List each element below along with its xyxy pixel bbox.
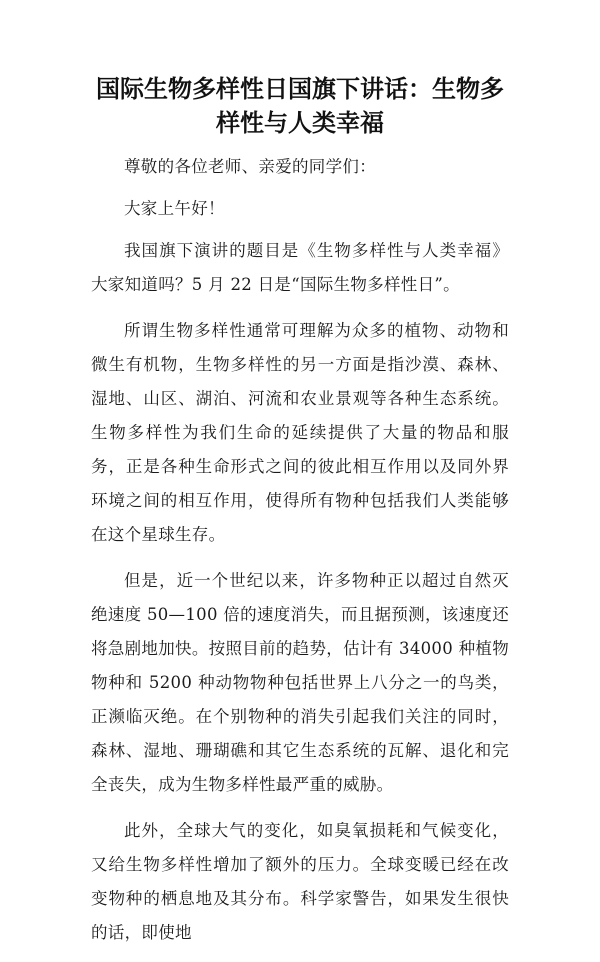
paragraph-extinction: 但是，近一个世纪以来，许多物种正以超过自然灭绝速度 50—100 倍的速度消失，而且据预测，该速度还将急剧地加快。按照目前的趋势，估计有 34000 种植物物种和 5200 种动物物种包括世界上八分之一的鸟类，正濒临灭绝。在个别物种的消失引起我们关注的同时，森林、湿地、珊瑚礁和其它生态系统的瓦解、退化和完全丧失，成为生物多样性最严重的威胁。 bbox=[91, 571, 509, 794]
document-title: 国际生物多样性日国旗下讲话：生物多样性与人类幸福 bbox=[96, 74, 504, 137]
paragraph-definition: 所谓生物多样性通常可理解为众多的植物、动物和微生有机物，生物多样性的另一方面是指沙漠、森林、湿地、山区、湖泊、河流和农业景观等各种生态系统。生物多样性为我们生命的延续提供了大量的物品和服务，正是各种生命形式之间的彼此相互作用以及同外界环境之间的相互作用，使得所有物种包括我们人类能够在这个星球生存。 bbox=[91, 321, 509, 544]
paragraph-intro: 我国旗下演讲的题目是《生物多样性与人类幸福》大家知道吗？5 月 22 日是“国际生物多样性日”。 bbox=[91, 241, 509, 294]
greeting: 大家上午好！ bbox=[124, 199, 225, 218]
document-body bbox=[91, 150, 509, 950]
document-page bbox=[91, 72, 509, 962]
salutation: 尊敬的各位老师、亲爱的同学们： bbox=[124, 157, 376, 176]
paragraph-climate: 此外，全球大气的变化，如臭氧损耗和气候变化，又给生物多样性增加了额外的压力。全球变暖已经在改变物种的栖息地及其分布。科学家警告，如果发生很快的话，即使地 bbox=[91, 821, 509, 942]
